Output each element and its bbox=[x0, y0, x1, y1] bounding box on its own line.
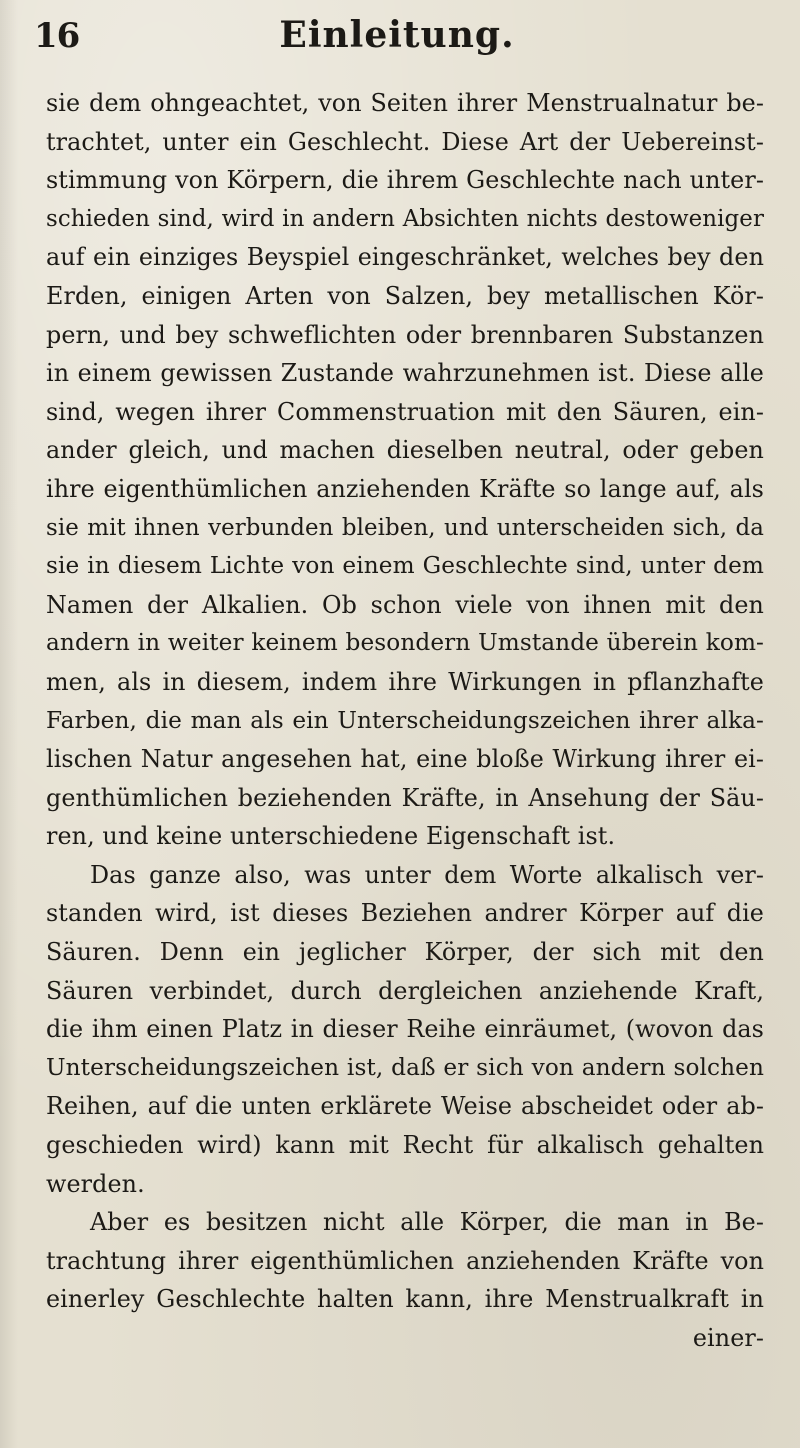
text-line: andern in weiter keinem besondern Umstande überein kom- bbox=[46, 629, 764, 657]
text-line: geschieden wird) kann mit Recht für alkalisch gehalten bbox=[46, 1131, 764, 1160]
text-line: Erden, einigen Arten von Salzen, bey metallischen Kör- bbox=[46, 281, 764, 310]
text-line: men, als in diesem, indem ihre Wirkungen in pflanzhafte bbox=[46, 667, 764, 696]
text-line: stimmung von Körpern, die ihrem Geschlechte nach unter- bbox=[46, 166, 764, 195]
page-header bbox=[34, 10, 760, 70]
text-line: werden. bbox=[46, 1169, 145, 1198]
text-line: pern, und bey schweflichten oder brennbaren Substanzen bbox=[46, 320, 764, 349]
text-line: ren, und keine unterschiedene Eigenschaft ist. bbox=[46, 822, 616, 851]
text-line: ihre eigenthümlichen anziehenden Kräfte so lange auf, als bbox=[46, 474, 764, 503]
text-line: lischen Natur angesehen hat, eine bloße Wirkung ihrer ei- bbox=[46, 745, 764, 774]
text-line: trachtet, unter ein Geschlecht. Diese Art der Uebereinst- bbox=[46, 127, 764, 156]
text-line: Namen der Alkalien. Ob schon viele von ihnen mit den bbox=[46, 590, 764, 619]
text-line: auf ein einziges Beyspiel eingeschränket, welches bey den bbox=[46, 243, 764, 272]
text-line: schieden sind, wird in andern Absichten nichts destoweniger bbox=[46, 205, 764, 232]
text-line: ander gleich, und machen dieselben neutral, oder geben bbox=[46, 436, 764, 465]
text-line: Unterscheidungszeichen ist, daß er sich von andern solchen bbox=[46, 1053, 764, 1081]
page-edge-shadow bbox=[0, 0, 18, 1448]
running-head: Einleitung. bbox=[279, 14, 515, 56]
text-line: Das ganze also, was unter dem Worte alkalisch ver- bbox=[90, 860, 764, 889]
text-line: Farben, die man als ein Unterscheidungszeichen ihrer alka- bbox=[46, 706, 764, 734]
text-line: sie dem ohngeachtet, von Seiten ihrer Menstrualnatur be- bbox=[46, 89, 764, 117]
text-line: Reihen, auf die unten erklärete Weise abscheidet oder ab- bbox=[46, 1092, 764, 1121]
text-line: sie in diesem Lichte von einem Geschlechte sind, unter dem bbox=[46, 552, 764, 580]
text-line: einerley Geschlechte halten kann, ihre Menstrualkraft in bbox=[46, 1285, 764, 1314]
text-line: in einem gewissen Zustande wahrzunehmen ist. Diese alle bbox=[46, 359, 764, 388]
text-line: trachtung ihrer eigenthümlichen anziehenden Kräfte von bbox=[46, 1246, 764, 1275]
text-line: Aber es besitzen nicht alle Körper, die man in Be- bbox=[90, 1208, 764, 1237]
text-line: Säuren. Denn ein jeglicher Körper, der sich mit den bbox=[46, 938, 764, 967]
catchword: einer- bbox=[692, 1324, 764, 1352]
page-number: 16 bbox=[34, 16, 80, 56]
text-line: standen wird, ist dieses Beziehen andrer Körper auf die bbox=[46, 899, 764, 928]
text-line: die ihm einen Platz in dieser Reihe einräumet, (wovon das bbox=[46, 1015, 764, 1044]
text-line: sind, wegen ihrer Commenstruation mit den Säuren, ein- bbox=[46, 397, 764, 426]
text-line: Säuren verbindet, durch dergleichen anziehende Kraft, bbox=[46, 976, 764, 1005]
text-line: sie mit ihnen verbunden bleiben, und unterscheiden sich, da bbox=[46, 514, 764, 541]
body-text bbox=[46, 84, 764, 1358]
text-line: genthümlichen beziehenden Kräfte, in Ansehung der Säu- bbox=[46, 783, 764, 812]
